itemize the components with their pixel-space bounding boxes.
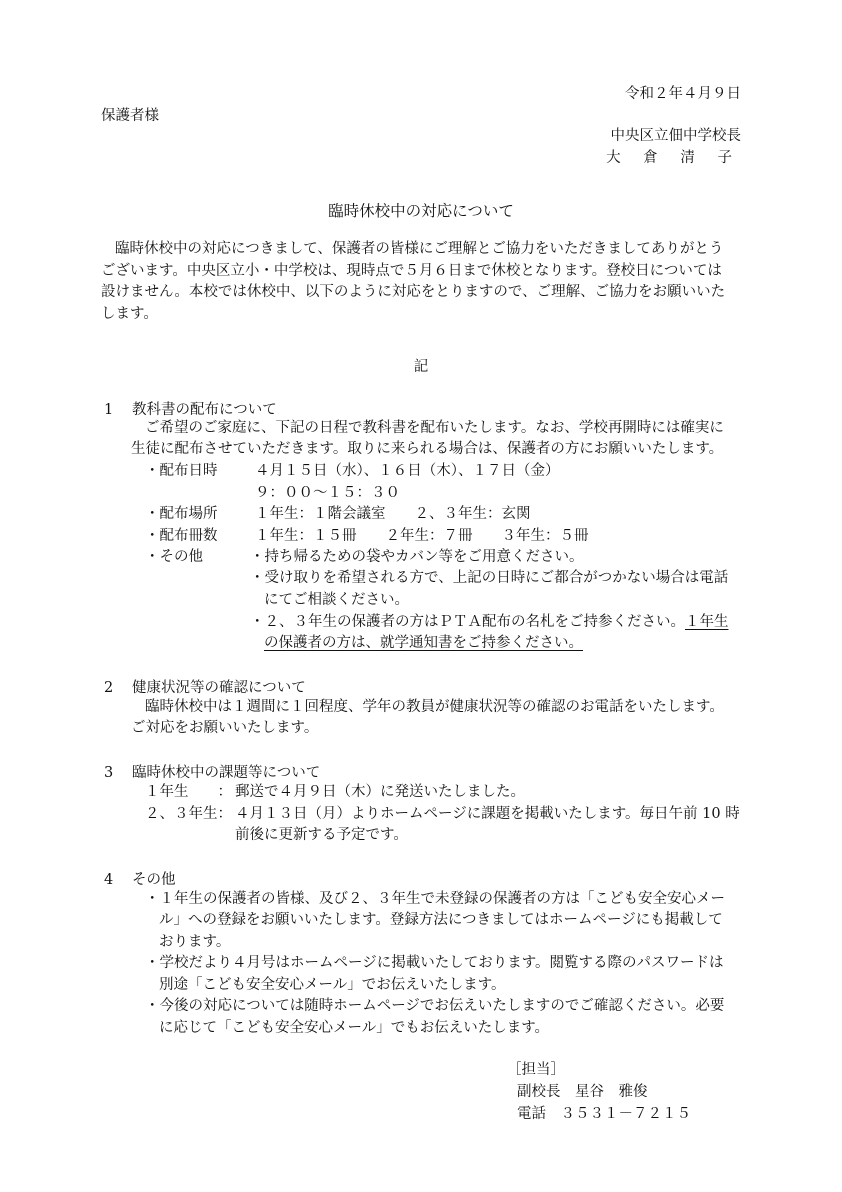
other-item-bring-bag: ・持ち帰るための袋やカバン等をご用意ください。 (250, 549, 584, 565)
distribution-date-label: ・配布日時 (145, 463, 218, 479)
first-year-underlined: １年生 (685, 614, 729, 630)
principal-name: 大 倉 清 子 (606, 150, 741, 166)
section-3-heading (104, 761, 320, 782)
grade1-text: 郵送で４月９日（木）に発送いたしました。 (235, 784, 525, 800)
document-title: 臨時休校中の対応について (328, 202, 514, 220)
other-item-consult: ・受け取りを希望される方で、上記の日時にご都合がつかない場合は電話 (250, 570, 729, 586)
ki-heading: 記 (413, 359, 429, 375)
distribution-count-value: １年生：１５冊 ２年生：７冊 ３年生：５冊 (255, 528, 589, 544)
distribution-date-value: ４月１５日（水）、１６日（木）、１７日（金） (255, 463, 560, 479)
section-title: 臨時休校中の課題等について (132, 765, 321, 781)
intro-line: します。 (101, 305, 158, 322)
intro-line: ございます。中央区立小・中学校は、現時点で５月６日まで休校となります。登校日については (101, 262, 722, 279)
other-item-nametag (250, 612, 729, 634)
other-item-consult-cont: にてご相談ください。 (264, 592, 409, 608)
addressee: 保護者様 (101, 108, 159, 124)
grade23-text-cont: 前後に更新する予定です。 (235, 827, 408, 843)
grade23-text: ４月１３日（月）よりホームページに課題を掲載いたします。毎日午前 10 時 (235, 806, 740, 822)
section-1-body-line: ご希望のご家庭に、下記の日程で教科書を配布いたします。なお、学校再開時には確実に (145, 420, 724, 436)
distribution-count-label: ・配布冊数 (145, 528, 218, 544)
contact-label: ［担当］ (507, 1062, 565, 1078)
section-1-body-line: 生徒に配布させていただきます。取りに来られる場合は、保護者の方にお願いいたします。 (131, 441, 724, 457)
section-title: 健康状況等の確認について (132, 680, 306, 696)
other-bullet-1-cont: おります。 (159, 934, 231, 950)
other-bullet-1: ・１年生の保護者の皆様、及び２、３年生で未登録の保護者の方は「こども安全安心メー (145, 891, 725, 907)
distribution-place-label: ・配布場所 (145, 506, 218, 522)
section-title: 教科書の配布について (132, 402, 277, 418)
nametag-text: ・２、３年生の保護者の方はＰＴＡ配布の名札をご持参ください。 (250, 614, 685, 630)
other-bullet-2-cont: 別途「こども安全安心メール」でお伝えいたします。 (159, 977, 506, 993)
section-number: 4 (104, 872, 114, 888)
grade23-label: ２、３年生： (145, 806, 232, 822)
other-bullet-2: ・学校だより４月号はホームページに掲載いたしております。閲覧する際のパスワードは (145, 955, 724, 971)
section-number: 1 (104, 402, 114, 418)
section-number: 2 (104, 680, 114, 696)
section-title: その他 (132, 872, 176, 888)
contact-person: 副校長 星谷 雅俊 (517, 1084, 648, 1100)
letter-date: 令和２年４月９日 (625, 86, 741, 102)
other-bullet-3-cont: に応じて「こども安全安心メール」でもお伝えいたします。 (159, 1020, 550, 1036)
other-bullet-3: ・今後の対応については随時ホームページでお伝えいたしますのでご確認ください。必要 (145, 998, 725, 1014)
section-2-body-line: 臨時休校中は１週間に１回程度、学年の教員が健康状況等の確認のお電話をいたします。 (145, 699, 724, 715)
contact-phone: 電話 ３５３１－７２１５ (517, 1106, 691, 1122)
intro-paragraph (101, 239, 745, 325)
distribution-time-value: ９：００～１５：３０ (255, 485, 400, 501)
section-number: 3 (104, 765, 114, 781)
section-4-heading (104, 868, 176, 889)
distribution-place-value: １年生：１階会議室 ２、３年生：玄関 (255, 506, 531, 522)
section-1-heading (104, 398, 277, 419)
intro-line: 設けません。本校では休校中、以下のように対応をとりますので、ご理解、ご協力をお願いいた (101, 284, 726, 301)
school-name: 中央区立佃中学校長 (610, 128, 741, 144)
intro-line: 臨時休校中の対応につきまして、保護者の皆様にご理解とご協力をいただきましてありがとう (115, 241, 724, 257)
section-2-body-line: ご対応をお願いいたします。 (131, 720, 319, 736)
grade1-label: １年生 ： (145, 784, 232, 800)
other-item-notice-underlined: の保護者の方は、就学通知書をご持参ください。 (264, 635, 583, 651)
other-label: ・その他 (145, 549, 203, 565)
other-bullet-1-cont: ル」への登録をお願いいたします。登録方法につきましてはホームページにも掲載して (159, 912, 723, 928)
section-2-heading (104, 676, 306, 697)
